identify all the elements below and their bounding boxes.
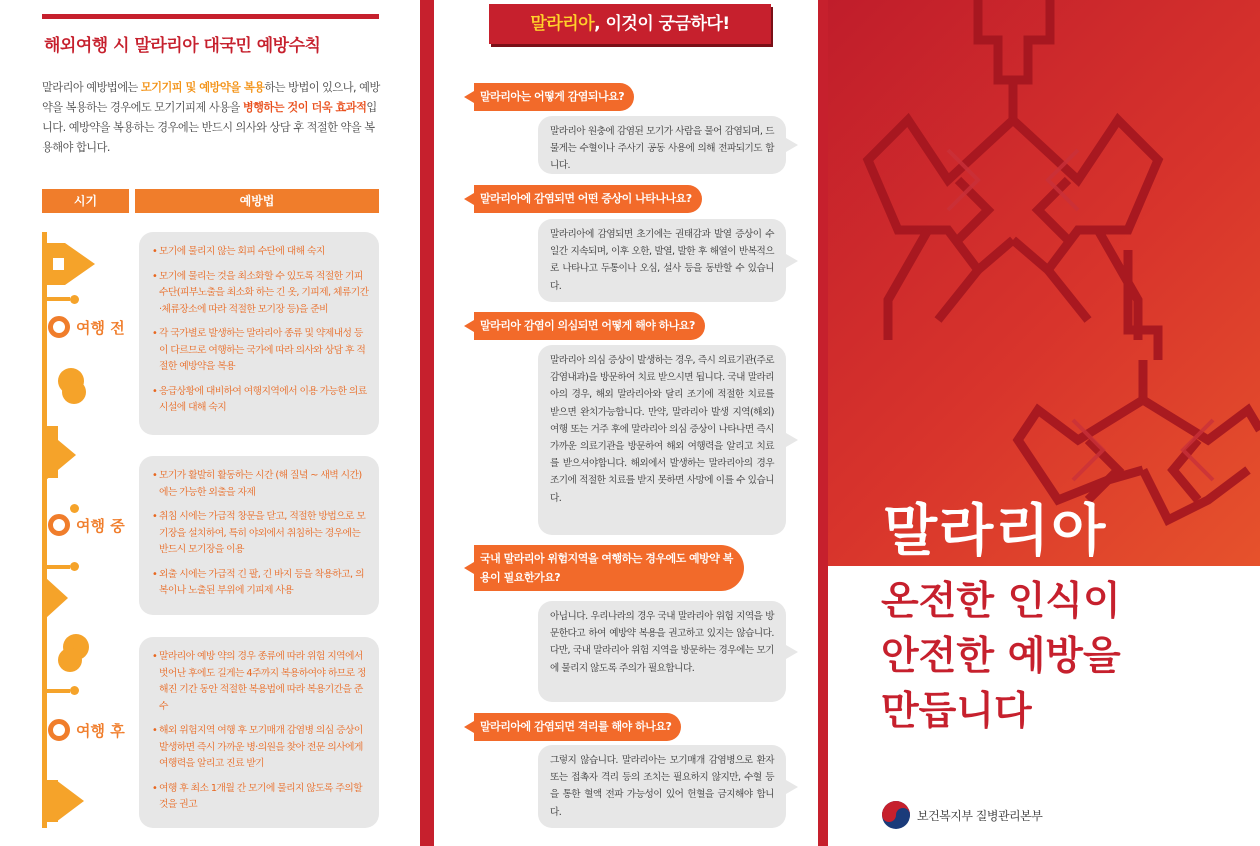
faq-question: 말라리아 감염이 의심되면 어떻게 해야 하나요?: [474, 312, 705, 340]
phase-box-after: [139, 637, 379, 828]
faq-answer: 말라리아 의심 증상이 발생하는 경우, 즉시 의료기관(주로감염내과)을 방문하여 치료 받으시면 됩니다. 국내 말라리아의 경우, 해외 말라리아와 달리 조기에 적절한 치료를 받으면 완치가능합니다. 만약, 말라리아 발생 지역(해외) 여행 또는 거주 후에 말라리아 의심 증상이 나타나면 즉시 가까운 의료기관을 방문하여 해외 여행력을 알리고 치료를 받으셔야합니다. 해외에서 발생하는 말라리아의 경우 조기에 적절한 치료를 받지 못하면 사망에 이를 수 있습니다.: [538, 345, 786, 535]
panel-divider: [818, 0, 828, 846]
list-item: • 모기가 활발히 활동하는 시간 (해 질녘 ~ 새벽 시간)에는 가능한 외출을 자제: [153, 468, 369, 501]
phase-label-before: 여행 전: [76, 319, 125, 337]
timeline-blob-icon: [58, 648, 82, 672]
intro-text: 말라리아 예방법에는: [42, 81, 141, 94]
intro-text: 입니다. 예방약을 복용하는 경우에는 반드시 의사와 상담 후 적절한 약을 복용해야 합니다.: [42, 101, 377, 154]
faq-answer: 말라리아에 감염되면 초기에는 권태감과 발열 증상이 수일간 지속되며, 이후 오한, 발열, 발한 후 해열이 반복적으로 나타나고 두통이나 오심, 설사 등을 동반할 수 있습니다.: [538, 219, 786, 302]
phase-marker-icon: [48, 514, 70, 536]
list-item: • 모기에 물리는 것을 최소화할 수 있도록 적절한 기피수단(피부노출을 최소화 하는 긴 옷, 기피제, 체류기간·체류장소에 따라 적절한 모기장 등)을 준비: [153, 269, 369, 319]
header-how: 예방법: [135, 189, 379, 213]
cover-slogan-line3: 만듭니다: [881, 689, 1032, 734]
faq-panel: [434, 0, 818, 846]
timeline-dot-icon: [70, 295, 79, 304]
phase-box-during: [139, 456, 379, 615]
intro-highlight: 병행하는 것이 더욱 효과적: [242, 101, 367, 114]
faq-title-highlight: 말라리아: [530, 14, 595, 34]
timeline-arrow-icon: [46, 430, 76, 480]
ministry-name: 보건복지부 질병관리본부: [917, 809, 1043, 823]
intro-paragraph: [42, 78, 380, 158]
cover-panel: [828, 0, 1260, 846]
list-item: • 모기에 물리지 않는 회피 수단에 대해 숙지: [153, 244, 369, 261]
timeline-arrow-icon: [46, 578, 68, 618]
faq-question: 말라리아는 어떻게 감염되나요?: [474, 83, 634, 111]
list-item: • 여행 후 최소 1개월 간 모기에 물리지 않도록 주의할 것을 권고: [153, 781, 369, 814]
timeline-arrow-icon: [65, 243, 95, 285]
timeline-dot-icon: [70, 504, 79, 513]
faq-title-text: , 이것이 궁금하다!: [594, 14, 730, 34]
faq-answer: 그렇지 않습니다. 말라리아는 모기매개 감염병으로 환자 또는 접촉자 격리 등의 조치는 필요하지 않지만, 수혈 등을 통한 혈액 전파 가능성이 있어 헌혈을 금지해야 합니다.: [538, 745, 786, 828]
list-item: • 외출 시에는 가급적 긴 팔, 긴 바지 등을 착용하고, 의복이나 노출된 부위에 기피제 사용: [153, 567, 369, 600]
timeline-branch: [44, 689, 70, 693]
phase-box-before: [139, 232, 379, 435]
timeline-dot-icon: [70, 562, 79, 571]
timeline-bar: [42, 232, 47, 828]
timeline-notch: [53, 258, 64, 270]
panel-divider: [420, 0, 434, 846]
timeline-branch: [44, 297, 70, 301]
list-item: • 취침 시에는 가급적 창문을 닫고, 적절한 방법으로 모기장을 설치하여, 특히 야외에서 취침하는 경우에는 반드시 모기장을 이용: [153, 509, 369, 559]
cover-title: 말라리아: [883, 499, 1108, 564]
prevention-panel: [0, 0, 420, 846]
list-item: • 응급상황에 대비하여 여행지역에서 이용 가능한 의료시설에 대해 숙지: [153, 384, 369, 417]
timeline-branch: [44, 565, 70, 569]
timeline-blob-icon: [62, 380, 86, 404]
intro-highlight: 모기기피 및 예방약을 복용: [140, 81, 265, 94]
cover-slogan-line1: 온전한 인식이: [881, 579, 1121, 624]
list-item: • 각 국가별로 발생하는 말라리아 종류 및 약제내성 등이 다르므로 여행하는 국가에 따라 의사와 상담 후 적절한 예방약을 복용: [153, 326, 369, 376]
panel-title: 해외여행 시 말라리아 대국민 예방수칙: [44, 36, 321, 56]
phase-label-during: 여행 중: [76, 517, 125, 535]
top-rule: [42, 14, 379, 19]
ministry-logo-icon: [882, 801, 910, 829]
cover-slogan-line2: 안전한 예방을: [881, 634, 1121, 679]
faq-question: 국내 말라리아 위험지역을 여행하는 경우에도 예방약 복용이 필요한가요?: [474, 545, 744, 591]
timeline-dot-icon: [70, 686, 79, 695]
faq-answer: 말라리아 원충에 감염된 모기가 사람을 물어 감염되며, 드물게는 수혈이나 주사기 공동 사용에 의해 전파되기도 합니다.: [538, 116, 786, 174]
list-item: • 해외 위험지역 여행 후 모기매개 감염병 의심 증상이 발생하면 즉시 가까운 병·의원을 찾아 전문 의사에게 여행력을 알리고 진료 받기: [153, 723, 369, 773]
phase-label-after: 여행 후: [76, 722, 125, 740]
faq-answer: 아닙니다. 우리나라의 경우 국내 말라리아 위험 지역을 방문한다고 하여 예방약 복용을 권고하고 있지는 않습니다. 다만, 국내 말라리아 위험 지역을 방문하는 경우에는 모기에 물리지 않도록 주의가 필요합니다.: [538, 601, 786, 702]
timeline-arrow-icon: [56, 780, 84, 822]
faq-question: 말라리아에 감염되면 격리를 해야 하나요?: [474, 713, 681, 741]
phase-marker-icon: [48, 316, 70, 338]
phase-marker-icon: [48, 719, 70, 741]
list-item: • 말라리아 예방 약의 경우 종류에 따라 위험 지역에서 벗어난 후에도 길게는 4주까지 복용하여야 하므로 정해진 기간 동안 적절한 복용법에 따라 복용기간을 준수: [153, 649, 369, 715]
faq-title: [489, 4, 771, 44]
intro-text: 하는 방법이 있으나, 예방약을 복용하는 경우에도 모기기피제 사용을: [42, 81, 380, 114]
faq-question: 말라리아에 감염되면 어떤 증상이 나타나나요?: [474, 185, 702, 213]
mosquito-illustration-icon: [828, 0, 1260, 566]
header-when: 시기: [42, 189, 129, 213]
